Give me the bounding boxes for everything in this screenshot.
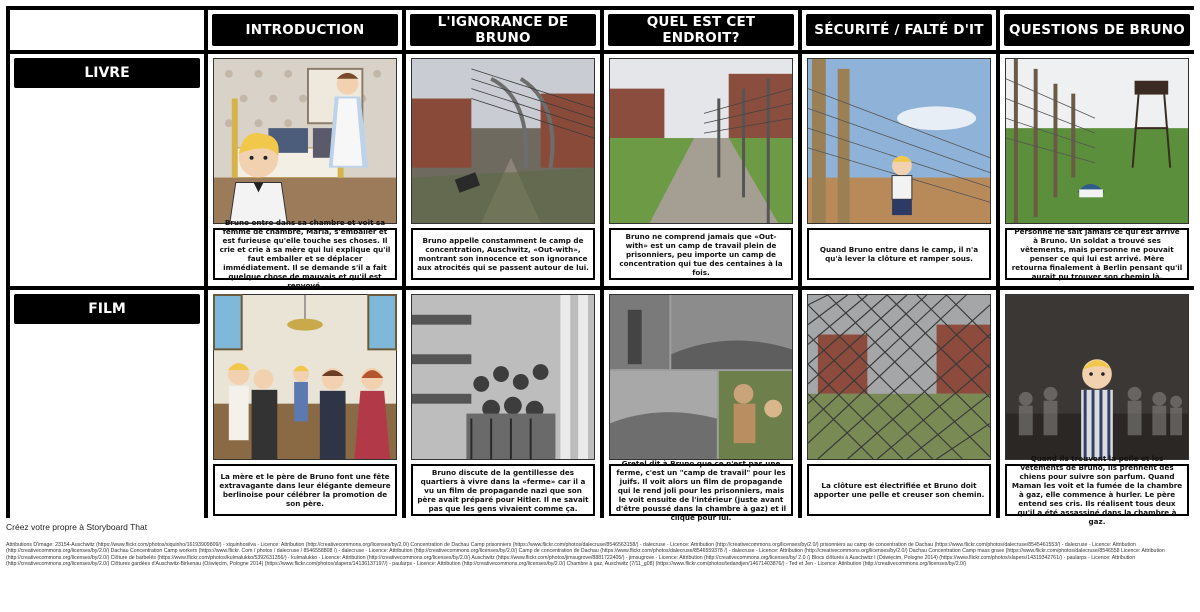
scene-caption: Gretel dit à Bruno que ce n'est pas une ferme, c'est un "camp de travail" pour les juifs. Il voit alors un film de propagande qui le rend joli pour les prisonniers, mais le voit ensuite de l'intérieur (juste avant d'être poussé dans la chambre à gaz) et il clique pour lui. xyxy=(609,464,793,516)
column-title: QUEL EST CET ENDROIT? xyxy=(608,14,794,46)
column-header-4 xyxy=(802,10,996,50)
column-title: L'IGNORANCE DE BRUNO xyxy=(410,14,596,46)
row-header-livre xyxy=(10,54,204,286)
scene-bedroom-illustration xyxy=(213,58,397,224)
storyboard-cell xyxy=(406,290,600,522)
storyboard-cell xyxy=(802,290,996,522)
image-attributions: Attributions D'image: 23154-Auschwitz (https://www.flickr.com/photos/xiquinho/16193909809/) - xiquinhosilva - Licence: Attribution (http://creativecommons.org/licenses/by/2.0/) Concentration de Dachau Camp prisonniers (https://www.flickr.com/photos/dalecruse/8546563158/) - dalecruse - Licence: Attribution (http://creativecommons.org/licenses/by/2.0/) prisonniers au camp de concentration de Dachau (https://www.flickr.com/photos/dalecruse/8545461553/) - dalecruse - Licence: Attribution (http://creativecommons.org/licenses/by/2.0/) Dachau Concentration Camp workers (https://www.flickr. Com / photos / dalecruse / 8546558808 /) - dalecruse - Licence: Attribution (http://creativecommons.org/licenses/by/2.0/) Camp de concentration de Dachau (https://www.flickr.com/photos/dalecruse/8546559378 /) - dalecruse - Licence: Attribution (http://creativecommons.org/licenses/by/2.0/) Dachau Concentration Camp mass grave (https://www.flickr.com/photos/dalecruse/8546558 Licence: Attribution (http://creativecommons.org/licenses/by/2.0/) Clôture de barbelés (https://www.flickr.com/photos/kulmalukko/5392631356/) - kulmalukko - Licence: Attribution (http://creativecommons.org/licenses/by/2.0/) Auschwitz (https://www.flickr.com/photos/jimsugrove/8881722405/) - jimsugrove - Licence: Attribution (http://creativecommons.org/licenses/by/ 2.0 /) Blocs clôturés à Auschwitz I (Oświęcim, Pologne 2014) (https://www.flickr.com/photos/slapers/14319342761/) - paularps - Licence: Attribution (http://creativecommons.org/licenses/by/2.0/) Clôtures gardées d'Auschwitz-Birkenau (Oświęcim, Pologne 2014) (https://www.flickr.com/photos/slapers/14136137197/) - paularps - Licence: Attribution (http://creativecommons.org/licenses/by/2.0/) Chambre à gaz, Auschwitz (7/11_g08) (https://www.flickr.com/photos/tedandjen/14671403876/) - Ted et Jen - Licence: Attribution (http://creativecommons.org/licenses/by/2.0/) xyxy=(6,542,1165,568)
scene-caption: Bruno discute de la gentillesse des quartiers à vivre dans la «ferme» car il a vu un film de propagande nazi que son père avait préparé pour Hitler. Il ne savait pas que les gens vivaient comme ça. xyxy=(411,464,595,516)
column-title: SÉCURITÉ / FALTÉ D'IT xyxy=(806,14,992,46)
column-title: INTRODUCTION xyxy=(212,14,398,46)
storyboard-cell xyxy=(208,290,402,522)
scene-caption: La clôture est électrifiée et Bruno doit apporter une pelle et creuser son chemin. xyxy=(807,464,991,516)
scene-camp-road-photo xyxy=(609,58,793,224)
column-title: QUESTIONS DE BRUNO xyxy=(1004,14,1190,46)
scene-caption: Personne ne sait jamais ce qui est arrivé à Bruno. Un soldat a trouvé ses vêtements, mais personne ne pouvait penser ce qui lui est arrivé. Mère retourna finalement à Berlin pensant qu'il aurait pu trouver son chemin là. xyxy=(1005,228,1189,280)
create-your-own-link[interactable]: Créez votre propre à Storyboard That xyxy=(6,522,148,532)
storyboard-cell xyxy=(1000,54,1194,286)
row-title: FILM xyxy=(14,294,200,324)
storyboard-cell xyxy=(1000,290,1194,526)
row-title: LIVRE xyxy=(14,58,200,88)
corner-cell xyxy=(10,10,204,50)
storyboard-cell xyxy=(604,290,798,522)
scene-party-illustration xyxy=(213,294,397,460)
storyboard-cell xyxy=(802,54,996,286)
scene-barbed-wire-fence-photo xyxy=(807,294,991,460)
scene-caption: Bruno appelle constamment le camp de concentration, Auschwitz, «Out-with», montrant son innocence et son ignorance aux atrocités qui se passent autour de lui. xyxy=(411,228,595,280)
column-header-5 xyxy=(1000,10,1194,50)
storyboard-cell xyxy=(208,54,402,290)
scene-camp-fence-photo xyxy=(411,58,595,224)
scene-guard-tower-photo xyxy=(1005,58,1189,224)
storyboard-cell xyxy=(406,54,600,286)
scene-camp-collage-photo xyxy=(609,294,793,460)
column-header-1 xyxy=(208,10,402,50)
row-header-film xyxy=(10,290,204,522)
scene-caption: La mère et le père de Bruno font une fête extravagante dans leur élégante demeure berlinoise pour célébrer la promotion de son père. xyxy=(213,464,397,516)
scene-caption: femme de chambre, Maria, s'emballer et est furieuse qu'elle touche ses choses. Il crie et crie à sa mère qui lui explique qu'il faut emballer et se déplacer immédiatement. Il se demande s'il a fait quelque chose de mauvais et qu'il est renvoyé. xyxy=(213,228,397,280)
scene-caption: Quand Bruno entre dans le camp, il n'a qu'à lever la clôture et ramper sous. xyxy=(807,228,991,280)
storyboard-cell xyxy=(604,54,798,286)
scene-boy-at-fence-illustration xyxy=(807,58,991,224)
column-header-2 xyxy=(406,10,600,50)
scene-caption: vêtements de Bruno, ils prennent des chiens pour suivre son parfum. Quand Maman les voit et la fumée de la chambre à gaz, elle commence à hurler. Le père entend ses cris. Ils réalisent tous deux qu'il a été assassiné dans la chambre à gaz. xyxy=(1005,464,1189,516)
storyboard-grid xyxy=(6,6,1194,526)
scene-gas-chamber-illustration xyxy=(1005,294,1189,460)
scene-caption: Bruno ne comprend jamais que «Out-with» est un camp de travail plein de prisonniers, peu importe un camp de concentration qui tue des centaines à la fois. xyxy=(609,228,793,280)
scene-barracks-photo xyxy=(411,294,595,460)
column-header-3 xyxy=(604,10,798,50)
